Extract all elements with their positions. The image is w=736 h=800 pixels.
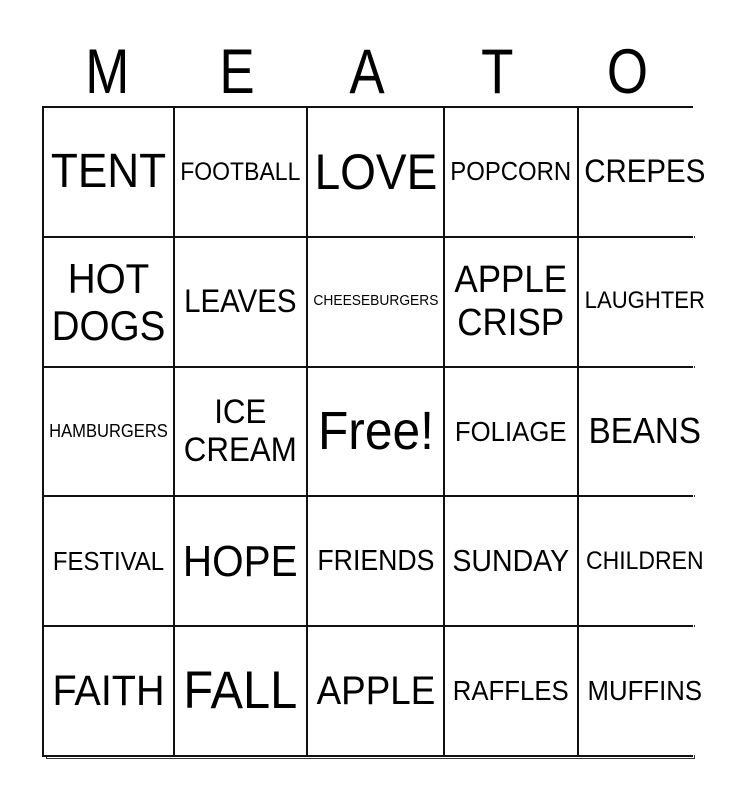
bingo-cell[interactable] xyxy=(579,627,711,755)
header-letter: T xyxy=(481,36,514,107)
bingo-cell-label: HAMBURGERS xyxy=(49,421,168,442)
bingo-grid xyxy=(42,106,706,757)
header-letter: M xyxy=(85,36,130,107)
bingo-cell-label: LEAVES xyxy=(184,282,297,319)
header-col xyxy=(42,36,172,108)
bingo-cell-label: FAITH xyxy=(52,667,165,716)
bingo-cell[interactable] xyxy=(44,108,173,236)
bingo-cell[interactable] xyxy=(308,627,444,755)
bingo-cell[interactable] xyxy=(175,368,306,496)
bingo-cell[interactable] xyxy=(579,238,711,366)
bingo-cell-label: MUFFINS xyxy=(587,675,702,707)
bingo-cell[interactable] xyxy=(44,238,173,366)
bingo-cell-label: TENT xyxy=(50,145,167,199)
bingo-cell-label: SUNDAY xyxy=(452,542,570,578)
bingo-cell-label: CREPES xyxy=(584,152,706,189)
bingo-cell-label: HOPE xyxy=(182,536,298,586)
bingo-cell[interactable] xyxy=(445,238,576,366)
header-letter: O xyxy=(607,36,649,107)
bingo-cell[interactable] xyxy=(445,627,576,755)
free-cell[interactable] xyxy=(308,368,444,496)
bingo-cell-label: FALL xyxy=(183,661,298,721)
bingo-cell-label: FESTIVAL xyxy=(52,545,165,576)
bingo-cell-label: LAUGHTER xyxy=(584,287,705,315)
bingo-cell[interactable] xyxy=(579,368,711,496)
bingo-cell[interactable] xyxy=(579,497,711,625)
bingo-cell-label: BEANS xyxy=(588,410,701,452)
bingo-cell-label: CHILDREN xyxy=(585,547,704,576)
header-col xyxy=(302,36,432,108)
bingo-cell-label: CHEESEBURGERS xyxy=(313,292,439,310)
bingo-cell-label: ICE CREAM xyxy=(183,393,297,470)
bingo-cell[interactable] xyxy=(445,108,576,236)
bingo-cell[interactable] xyxy=(175,497,306,625)
bingo-cell[interactable] xyxy=(445,497,576,625)
bingo-cell[interactable] xyxy=(44,368,173,496)
bingo-cell-label: FOOTBALL xyxy=(180,157,301,186)
bingo-header xyxy=(42,36,693,108)
bingo-cell[interactable] xyxy=(308,497,444,625)
bingo-cell[interactable] xyxy=(579,108,711,236)
bingo-cell[interactable] xyxy=(175,238,306,366)
bingo-cell[interactable] xyxy=(175,108,306,236)
bingo-cell[interactable] xyxy=(44,627,173,755)
header-col xyxy=(433,36,563,108)
bingo-cell-label: APPLE CRISP xyxy=(454,259,568,344)
header-col xyxy=(172,36,302,108)
bingo-cell[interactable] xyxy=(445,368,576,496)
free-cell-label: Free! xyxy=(317,401,434,462)
bingo-cell-label: POPCORN xyxy=(450,156,572,187)
bingo-cell-label: APPLE xyxy=(316,668,435,713)
bingo-cell-label: FOLIAGE xyxy=(455,415,568,447)
bingo-cell[interactable] xyxy=(308,108,444,236)
header-col xyxy=(563,36,693,108)
bingo-cell-label: LOVE xyxy=(314,143,437,200)
bingo-cell-label: RAFFLES xyxy=(453,675,570,707)
bingo-cell-label: FRIENDS xyxy=(316,545,435,578)
bingo-cell[interactable] xyxy=(175,627,306,755)
header-letter: A xyxy=(349,36,386,107)
bingo-cell[interactable] xyxy=(44,497,173,625)
header-letter: E xyxy=(219,36,255,107)
bingo-cell[interactable] xyxy=(308,238,444,366)
bingo-cell-label: HOT DOGS xyxy=(51,254,166,349)
